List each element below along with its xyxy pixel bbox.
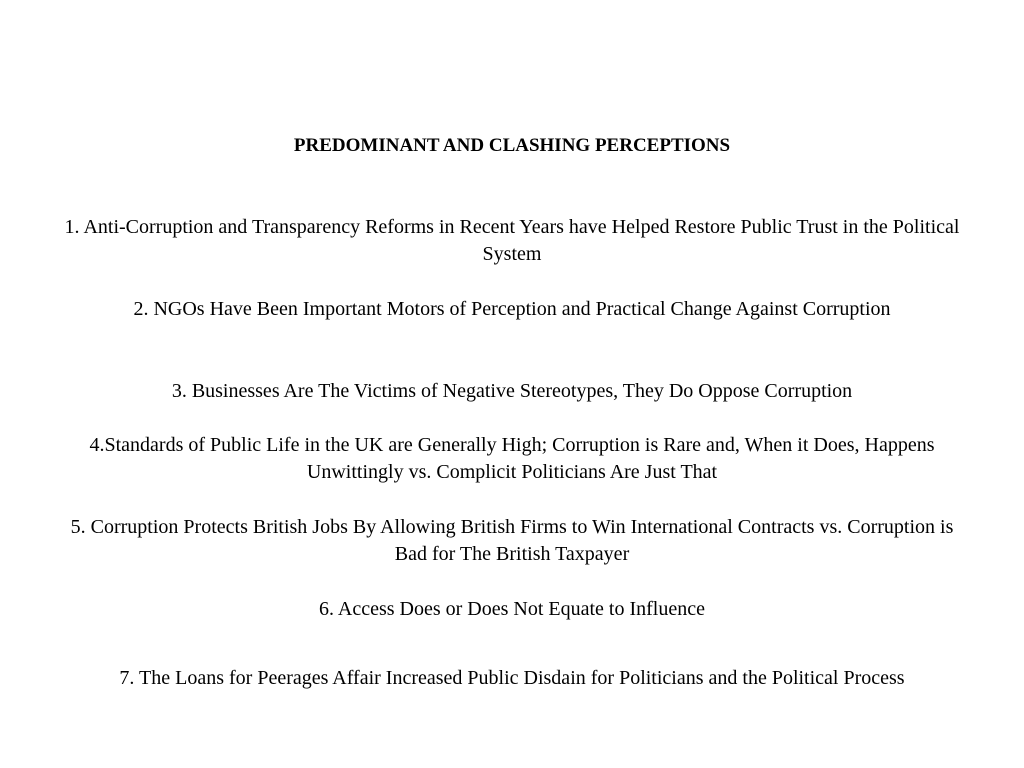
perception-item-1: 1. Anti-Corruption and Transparency Reforms in Recent Years have Helped Restore Public Trust in the Political System bbox=[64, 216, 960, 265]
perception-item-4: 4.Standards of Public Life in the UK are Generally High; Corruption is Rare and, When it Does, Happens Unwittingly vs. Complicit Politicians Are Just That bbox=[89, 434, 935, 483]
perception-item-5: 5. Corruption Protects British Jobs By Allowing British Firms to Win International Contracts vs. Corruption is Bad for The British Taxpayer bbox=[70, 516, 954, 565]
slide-title: PREDOMINANT AND CLASHING PERCEPTIONS bbox=[293, 135, 731, 156]
perception-item-6: 6. Access Does or Does Not Equate to Influence bbox=[319, 598, 705, 620]
perception-item-7: 7. The Loans for Peerages Affair Increased Public Disdain for Politicians and the Political Process bbox=[119, 667, 905, 689]
perception-item-2: 2. NGOs Have Been Important Motors of Perception and Practical Change Against Corruption bbox=[133, 298, 891, 320]
perception-item-3: 3. Businesses Are The Victims of Negative Stereotypes, They Do Oppose Corruption bbox=[171, 380, 853, 402]
